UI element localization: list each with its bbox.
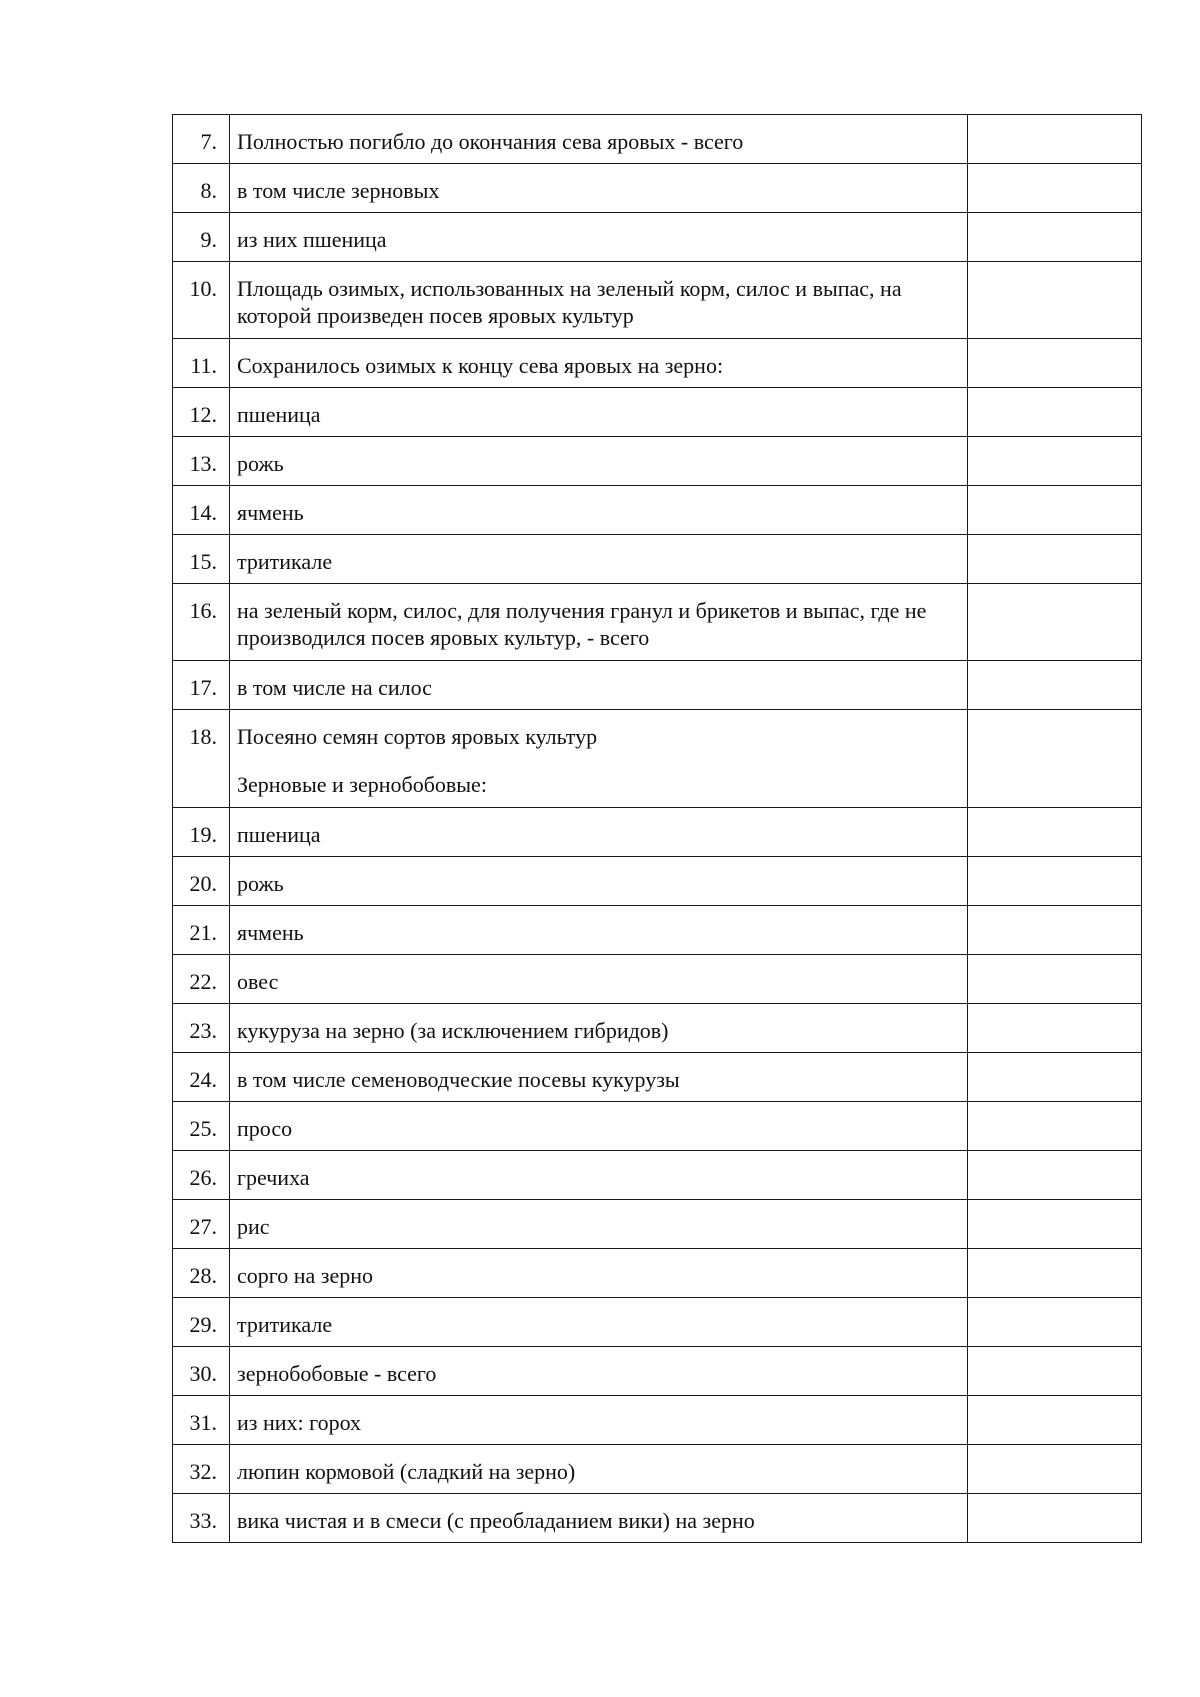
table-row (173, 1102, 1142, 1151)
row-number: 11. (173, 339, 230, 388)
row-number: 32. (173, 1445, 230, 1494)
value-cell[interactable] (968, 115, 1142, 164)
row-label: тритикале (230, 1298, 968, 1347)
row-label: ячмень (230, 906, 968, 955)
value-cell[interactable] (968, 1494, 1142, 1543)
table-row (173, 1396, 1142, 1445)
row-label: кукуруза на зерно (за исключением гибридов) (230, 1004, 968, 1053)
value-cell[interactable] (968, 262, 1142, 339)
row-number: 14. (173, 486, 230, 535)
value-cell[interactable] (968, 1151, 1142, 1200)
row-label: Сохранилось озимых к концу сева яровых на зерно: (230, 339, 968, 388)
table-row (173, 857, 1142, 906)
row-number: 29. (173, 1298, 230, 1347)
row-label: в том числе семеноводческие посевы кукурузы (230, 1053, 968, 1102)
row-number: 18. (173, 710, 230, 808)
value-cell[interactable] (968, 584, 1142, 661)
row-number: 22. (173, 955, 230, 1004)
table-row (173, 1347, 1142, 1396)
row-number: 12. (173, 388, 230, 437)
value-cell[interactable] (968, 1200, 1142, 1249)
row-label-line2: Зерновые и зернобобовые: (237, 772, 487, 797)
value-cell[interactable] (968, 388, 1142, 437)
table-row (173, 808, 1142, 857)
row-label: гречиха (230, 1151, 968, 1200)
value-cell[interactable] (968, 1396, 1142, 1445)
value-cell[interactable] (968, 339, 1142, 388)
row-number: 7. (173, 115, 230, 164)
row-label: зернобобовые - всего (230, 1347, 968, 1396)
row-number: 9. (173, 213, 230, 262)
table-row (173, 710, 1142, 808)
row-label: из них пшеница (230, 213, 968, 262)
row-label: овес (230, 955, 968, 1004)
row-number: 24. (173, 1053, 230, 1102)
value-cell[interactable] (968, 213, 1142, 262)
row-label: в том числе на силос (230, 661, 968, 710)
table-row (173, 1151, 1142, 1200)
table-row (173, 1200, 1142, 1249)
table-row (173, 1298, 1142, 1347)
value-cell[interactable] (968, 1249, 1142, 1298)
table-row (173, 115, 1142, 164)
row-label: в том числе зерновых (230, 164, 968, 213)
table-row (173, 339, 1142, 388)
row-label: просо (230, 1102, 968, 1151)
row-number: 15. (173, 535, 230, 584)
row-number: 13. (173, 437, 230, 486)
table-row (173, 584, 1142, 661)
table-row (173, 213, 1142, 262)
value-cell[interactable] (968, 164, 1142, 213)
row-number: 28. (173, 1249, 230, 1298)
row-label: на зеленый корм, силос, для получения гранул и брикетов и выпас, где не производился посев яровых культур, - всего (230, 584, 968, 661)
table-row (173, 437, 1142, 486)
table-row (173, 1445, 1142, 1494)
value-cell[interactable] (968, 1347, 1142, 1396)
row-label: люпин кормовой (сладкий на зерно) (230, 1445, 968, 1494)
value-cell[interactable] (968, 1004, 1142, 1053)
value-cell[interactable] (968, 808, 1142, 857)
value-cell[interactable] (968, 1445, 1142, 1494)
table-row (173, 535, 1142, 584)
value-cell[interactable] (968, 486, 1142, 535)
row-label-line1: Посеяно семян сортов яровых культур (237, 724, 598, 749)
row-number: 20. (173, 857, 230, 906)
table-row (173, 906, 1142, 955)
row-label: пшеница (230, 808, 968, 857)
row-number: 21. (173, 906, 230, 955)
row-label: ячмень (230, 486, 968, 535)
row-number: 23. (173, 1004, 230, 1053)
row-label: рис (230, 1200, 968, 1249)
row-label: тритикале (230, 535, 968, 584)
table-row (173, 164, 1142, 213)
row-number: 19. (173, 808, 230, 857)
sowing-form-table (172, 114, 1142, 1543)
row-number: 17. (173, 661, 230, 710)
row-number: 27. (173, 1200, 230, 1249)
table-row (173, 1494, 1142, 1543)
value-cell[interactable] (968, 955, 1142, 1004)
table-row (173, 1053, 1142, 1102)
value-cell[interactable] (968, 1298, 1142, 1347)
value-cell[interactable] (968, 661, 1142, 710)
row-number: 8. (173, 164, 230, 213)
row-label: из них: горох (230, 1396, 968, 1445)
row-number: 25. (173, 1102, 230, 1151)
table-row (173, 1004, 1142, 1053)
row-number: 31. (173, 1396, 230, 1445)
table-row (173, 955, 1142, 1004)
row-label: рожь (230, 437, 968, 486)
row-label: сорго на зерно (230, 1249, 968, 1298)
row-label: рожь (230, 857, 968, 906)
value-cell[interactable] (968, 437, 1142, 486)
row-number: 30. (173, 1347, 230, 1396)
row-label: Площадь озимых, использованных на зеленый корм, силос и выпас, на которой произведен посев яровых культур (230, 262, 968, 339)
table-row (173, 1249, 1142, 1298)
table-row (173, 388, 1142, 437)
value-cell[interactable] (968, 1053, 1142, 1102)
value-cell[interactable] (968, 1102, 1142, 1151)
row-label: пшеница (230, 388, 968, 437)
table-row (173, 262, 1142, 339)
row-number: 33. (173, 1494, 230, 1543)
row-label (230, 710, 968, 808)
row-label: Полностью погибло до окончания сева яровых - всего (230, 115, 968, 164)
value-cell[interactable] (968, 857, 1142, 906)
row-number: 16. (173, 584, 230, 661)
table-row (173, 661, 1142, 710)
row-number: 10. (173, 262, 230, 339)
value-cell[interactable] (968, 906, 1142, 955)
row-number: 26. (173, 1151, 230, 1200)
row-label: вика чистая и в смеси (с преобладанием вики) на зерно (230, 1494, 968, 1543)
value-cell[interactable] (968, 535, 1142, 584)
table-row (173, 486, 1142, 535)
value-cell[interactable] (968, 710, 1142, 808)
